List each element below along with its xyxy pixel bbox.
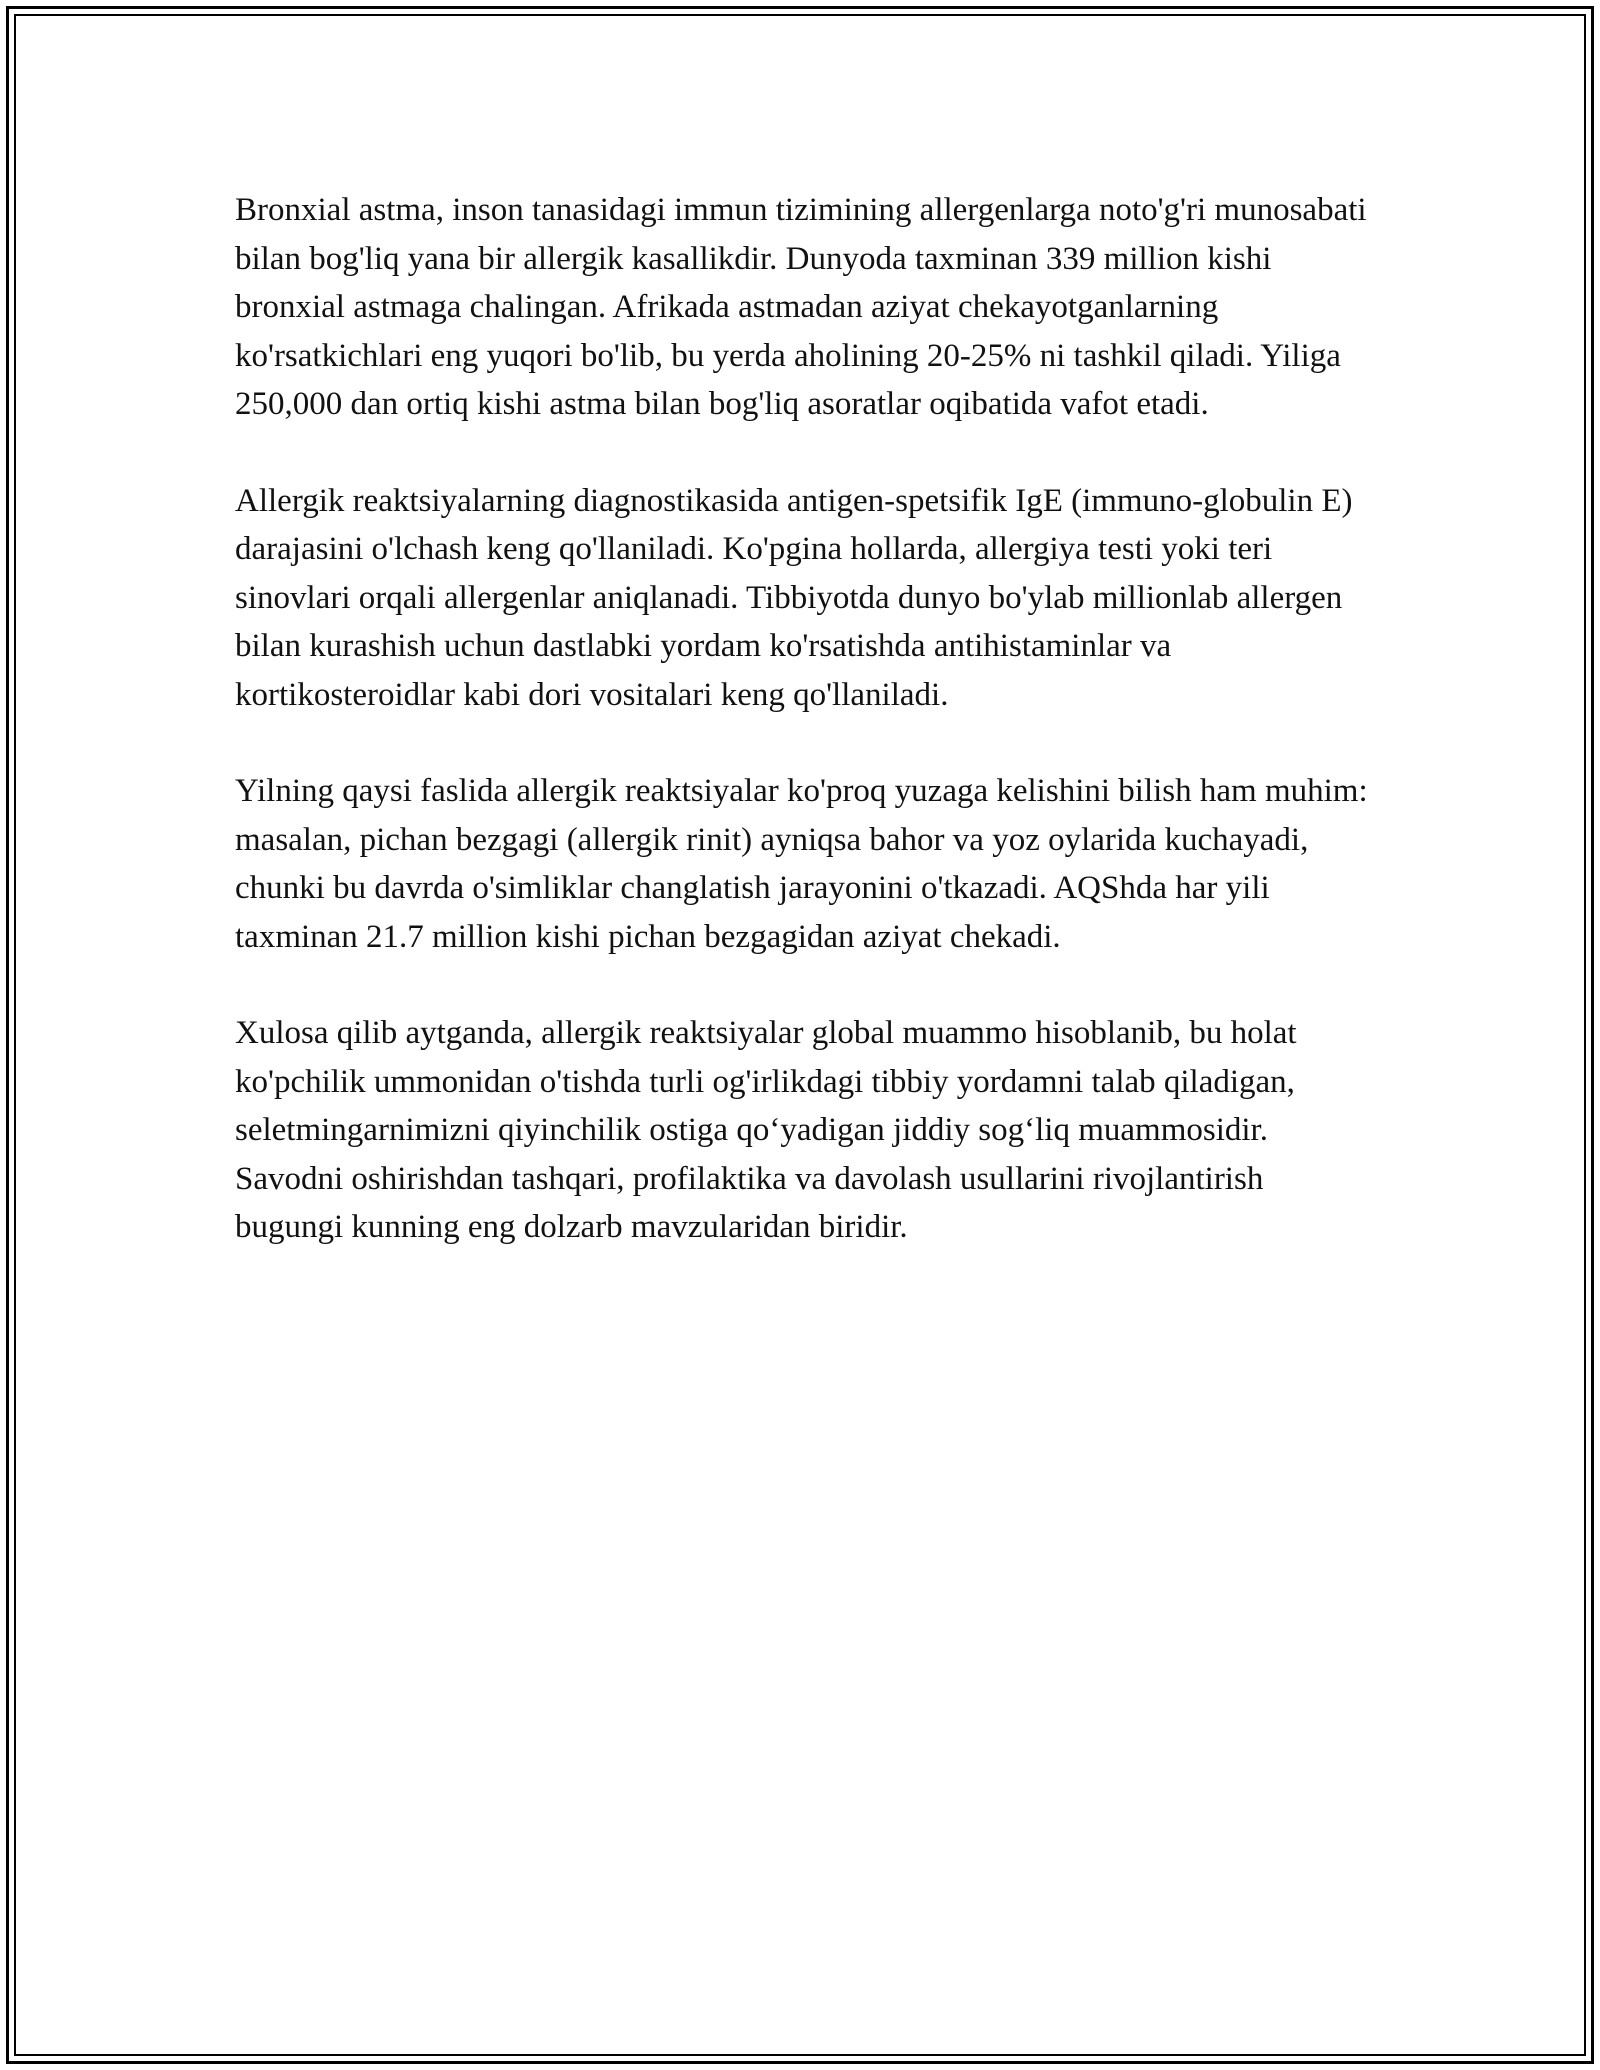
paragraph-diagnostics: Allergik reaktsiyalarning diagnostikasida antigen-spetsifik IgE (immuno-globulin E) darajasini o'lchash keng qo'llaniladi. Ko'pgina hollarda, allergiya testi yoki teri sinovlari orqali allergenlar aniqlanadi. Tibbiyotda dunyo bo'ylab millionlab allergen bilan kurashish uchun dastlabki yordam ko'rsatishda antihistaminlar va kortikosteroidlar kabi dori vositalari keng qo'llaniladi.: [235, 482, 1353, 713]
paragraph-asthma: Bronxial astma, inson tanasidagi immun tizimining allergenlarga noto'g'ri munosabati bilan bog'liq yana bir allergik kasallikdir. Dunyoda taxminan 339 million kishi bronxial astmaga chalingan. Afrikada astmadan aziyat chekayotganlarning ko'rsatkichlari eng yuqori bo'lib, bu yerda aholining 20-25% ni tashkil qiladi. Yiliga 250,000 dan ortiq kishi astma bilan bog'liq asoratlar oqibatida vafot etadi.: [235, 192, 1367, 422]
paragraph-conclusion: Xulosa qilib aytganda, allergik reaktsiyalar global muammo hisoblanib, bu holat ko'pchilik ummonidan o'tishda turli og'irlikdagi tibbiy yordamni talab qiladigan, seletmingarnimizni qiyinchilik ostiga qo‘yadigan jiddiy sog‘liq muammosidir. Savodni oshirishdan tashqari, profilaktika va davolash usullarini rivojlantirish bugungi kunning eng dolzarb mavzularidan biridir.: [235, 1015, 1297, 1245]
paragraph-seasonal-allergy: Yilning qaysi faslida allergik reaktsiyalar ko'proq yuzaga kelishini bilish ham muhim: masalan, pichan bezgagi (allergik rinit) ayniqsa bahor va yoz oylarida kuchayadi, chunki bu davrda o'simliklar changlatish jarayonini o'tkazadi. AQShda har yili taxminan 21.7 million kishi pichan bezgagidan aziyat chekadi.: [235, 773, 1368, 955]
document-body: [235, 186, 1370, 1300]
